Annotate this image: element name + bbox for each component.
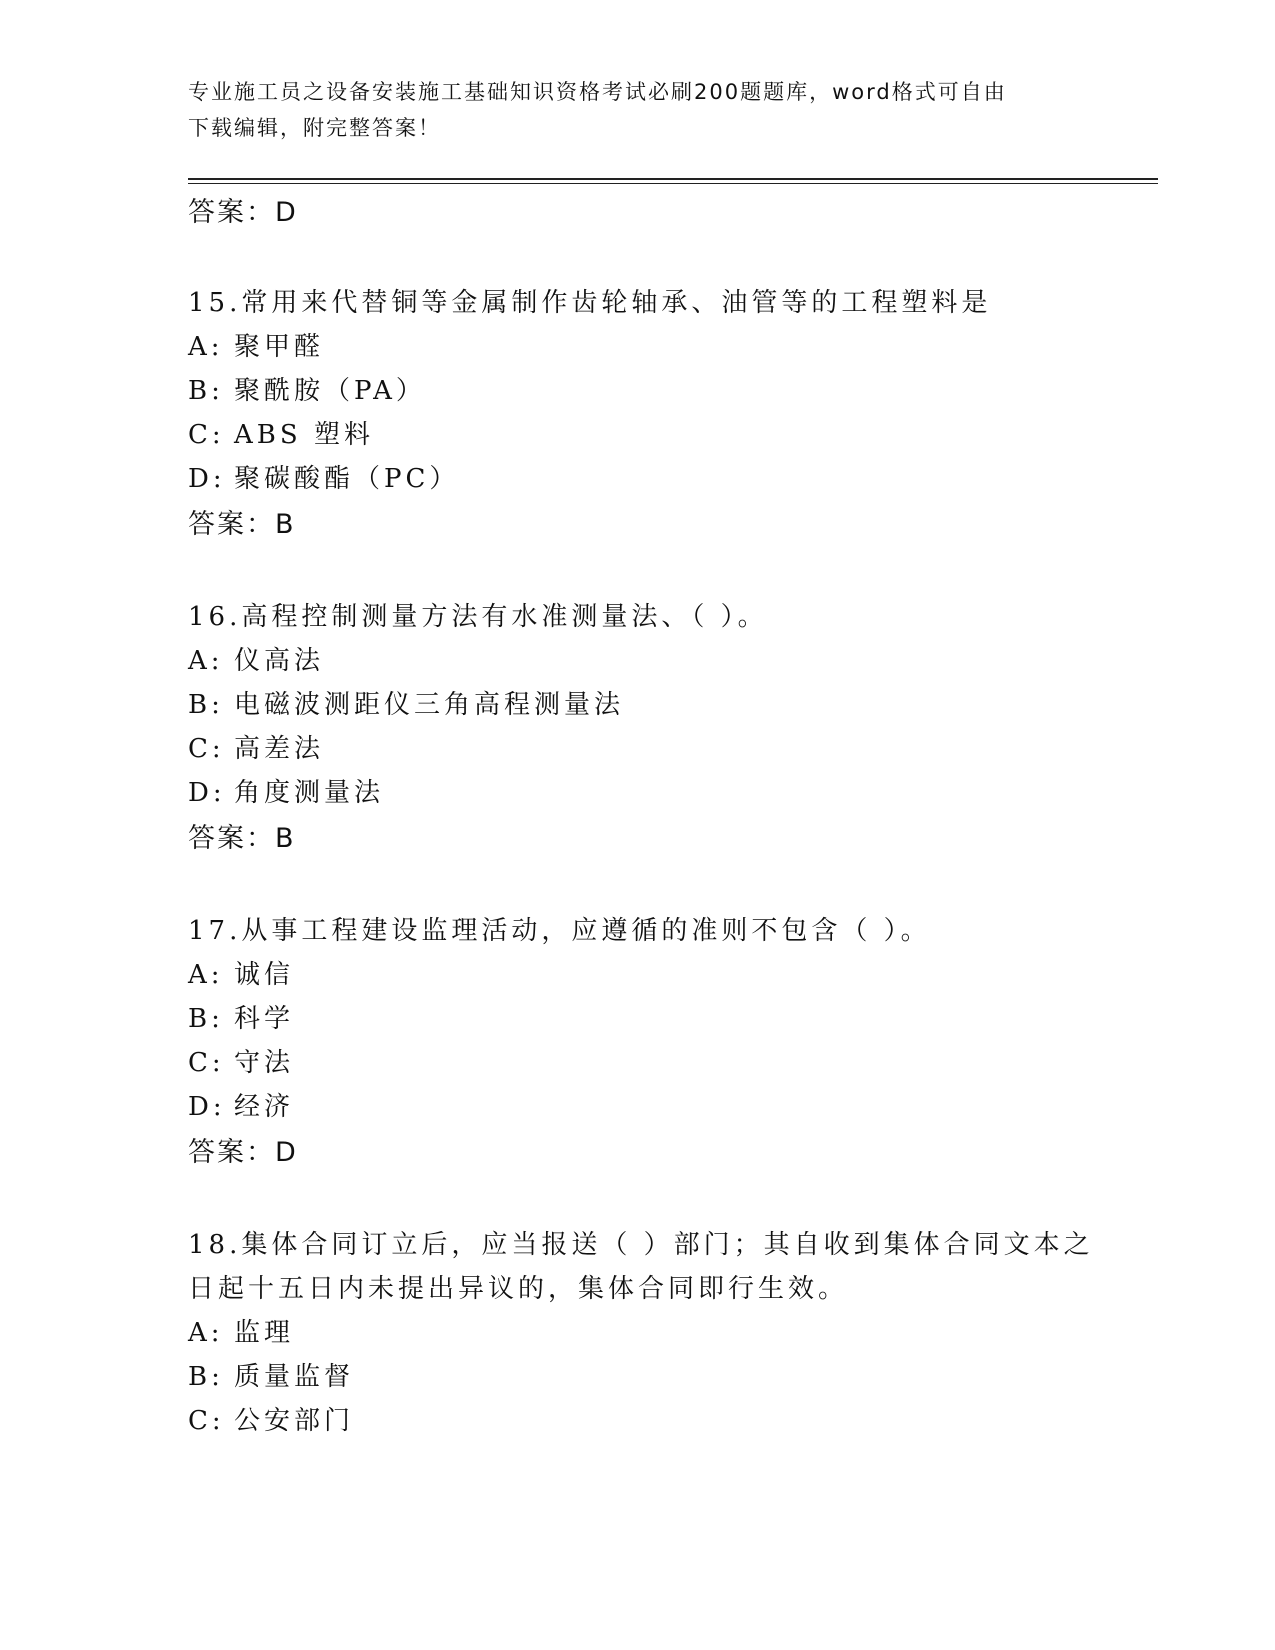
question-16-stem: 16.高程控制测量方法有水准测量法、（ ）。: [188, 602, 768, 632]
question-18-option-b: [188, 1356, 354, 1393]
option-letter: A:: [188, 646, 224, 676]
question-15-answer: 答案：B: [188, 509, 296, 540]
option-letter: B:: [188, 376, 224, 406]
option-text: ABS 塑料: [234, 420, 374, 450]
question-18-option-a: [188, 1312, 294, 1349]
option-text: 诚信: [234, 960, 295, 990]
option-letter: C:: [188, 420, 225, 450]
option-text: 科学: [234, 1004, 295, 1034]
header-rule-thick: [188, 178, 1158, 180]
question-15-option-a: [188, 326, 324, 363]
question-16-option-b: [188, 684, 624, 721]
question-15-stem: 15.常用来代替铜等金属制作齿轮轴承、油管等的工程塑料是: [188, 288, 992, 318]
question-16-answer: 答案：B: [188, 823, 296, 854]
option-text: 经济: [234, 1092, 295, 1122]
question-15-option-c: [188, 414, 374, 451]
option-text: 仪高法: [234, 646, 325, 676]
option-text: 聚碳酸酯（PC）: [234, 464, 460, 494]
question-17-stem: 17.从事工程建设监理活动，应遵循的准则不包含（ ）。: [188, 916, 931, 946]
option-text: 聚酰胺（PA）: [234, 376, 426, 406]
option-text: 电磁波测距仪三角高程测量法: [234, 690, 625, 720]
option-letter: B:: [188, 1004, 224, 1034]
header-rule-thin: [188, 183, 1158, 184]
question-17-option-d: [188, 1086, 294, 1123]
option-letter: D:: [188, 1092, 226, 1122]
option-text: 守法: [234, 1048, 295, 1078]
question-18-option-c: [188, 1400, 354, 1437]
document-header: [188, 74, 1088, 146]
header-line-1: 专业施工员之设备安装施工基础知识资格考试必刷200题题库，word格式可自由: [188, 80, 1007, 104]
option-letter: B:: [188, 1362, 224, 1392]
question-15-option-d: [188, 458, 459, 495]
question-17-answer: 答案：D: [188, 1137, 298, 1168]
question-16-option-c: [188, 728, 324, 765]
question-16-option-a: [188, 640, 324, 677]
option-text: 聚甲醛: [234, 332, 325, 362]
question-15-option-b: [188, 370, 426, 407]
option-letter: D:: [188, 778, 226, 808]
option-letter: A:: [188, 1318, 224, 1348]
question-16-option-d: [188, 772, 384, 809]
question-17-option-a: [188, 954, 294, 991]
header-line-2: 下载编辑，附完整答案！: [188, 116, 441, 140]
question-17-option-b: [188, 998, 294, 1035]
option-letter: C:: [188, 1406, 225, 1436]
answer-prev: 答案：D: [188, 197, 298, 228]
option-text: 角度测量法: [234, 778, 385, 808]
question-17-option-c: [188, 1042, 294, 1079]
option-text: 质量监督: [234, 1362, 355, 1392]
option-letter: A:: [188, 960, 224, 990]
option-letter: A:: [188, 332, 224, 362]
option-letter: B:: [188, 690, 224, 720]
option-text: 公安部门: [234, 1406, 355, 1436]
option-letter: C:: [188, 734, 225, 764]
option-text: 监理: [234, 1318, 295, 1348]
option-text: 高差法: [234, 734, 325, 764]
question-18-stem-line-2: 日起十五日内未提出异议的，集体合同即行生效。: [188, 1274, 849, 1304]
question-18-stem-line-1: 18.集体合同订立后，应当报送（ ）部门；其自收到集体合同文本之: [188, 1230, 1094, 1260]
option-letter: C:: [188, 1048, 225, 1078]
option-letter: D:: [188, 464, 226, 494]
